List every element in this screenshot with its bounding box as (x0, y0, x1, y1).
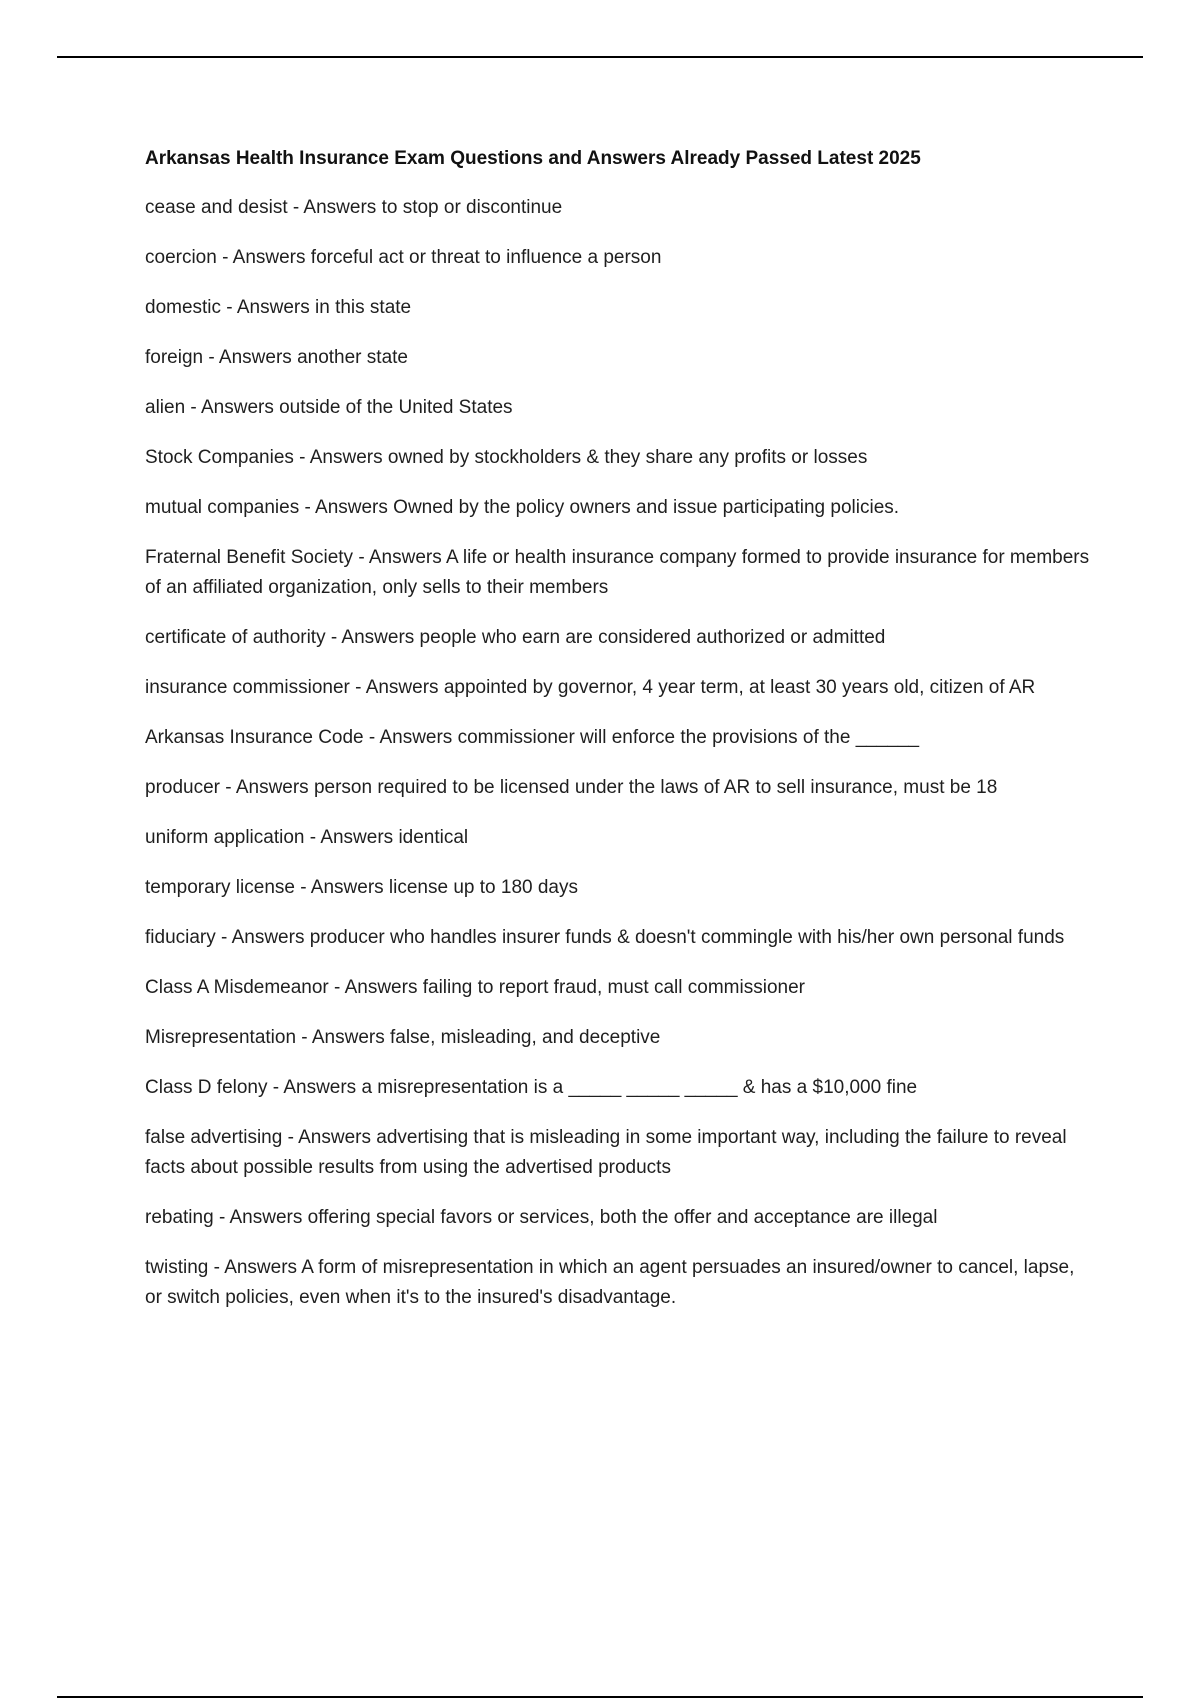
qa-entry-fiduciary: fiduciary - Answers producer who handles insurer funds & doesn't commingle with his/her own personal funds (145, 927, 1065, 948)
qa-entry-uniform-application: uniform application - Answers identical (145, 827, 469, 848)
qa-entry-rebating: rebating - Answers offering special favors or services, both the offer and acceptance are illegal (145, 1207, 938, 1228)
qa-entry-class-a-misdemeanor: Class A Misdemeanor - Answers failing to report fraud, must call commissioner (145, 977, 805, 998)
qa-entry-alien: alien - Answers outside of the United States (145, 397, 513, 418)
qa-entry-misrepresentation: Misrepresentation - Answers false, misleading, and deceptive (145, 1027, 661, 1048)
footer-divider (57, 1696, 1143, 1698)
qa-entry-coercion: coercion - Answers forceful act or threat to influence a person (145, 247, 662, 268)
document-title: Arkansas Health Insurance Exam Questions and Answers Already Passed Latest 2025 (145, 148, 921, 169)
qa-entry-insurance-commissioner: insurance commissioner - Answers appointed by governor, 4 year term, at least 30 years old, citizen of AR (145, 677, 1036, 698)
document-body (145, 145, 1090, 1333)
qa-entry-class-d-felony: Class D felony - Answers a misrepresentation is a _____ _____ _____ & has a $10,000 fine (145, 1077, 918, 1098)
qa-entry-certificate-of-authority: certificate of authority - Answers people who earn are considered authorized or admitted (145, 627, 886, 648)
qa-entry-producer: producer - Answers person required to be licensed under the laws of AR to sell insurance, must be 18 (145, 777, 998, 798)
qa-entry-arkansas-insurance-code: Arkansas Insurance Code - Answers commissioner will enforce the provisions of the ______ (145, 727, 920, 748)
header-divider (57, 56, 1143, 58)
qa-entry-cease-and-desist: cease and desist - Answers to stop or discontinue (145, 197, 563, 218)
qa-entry-foreign: foreign - Answers another state (145, 347, 408, 368)
qa-entry-domestic: domestic - Answers in this state (145, 297, 412, 318)
qa-entry-stock-companies: Stock Companies - Answers owned by stockholders & they share any profits or losses (145, 447, 868, 468)
qa-entry-false-advertising: false advertising - Answers advertising that is misleading in some important way, including the failure to reveal facts about possible results from using the advertised products (145, 1127, 1067, 1178)
qa-entry-temporary-license: temporary license - Answers license up to 180 days (145, 877, 578, 898)
qa-entry-fraternal-benefit-society: Fraternal Benefit Society - Answers A life or health insurance company formed to provide insurance for members of an affiliated organization, only sells to their members (145, 547, 1090, 598)
qa-entry-mutual-companies: mutual companies - Answers Owned by the policy owners and issue participating policies. (145, 497, 900, 518)
qa-entry-twisting: twisting - Answers A form of misrepresentation in which an agent persuades an insured/owner to cancel, lapse, or switch policies, even when it's to the insured's disadvantage. (145, 1257, 1075, 1308)
